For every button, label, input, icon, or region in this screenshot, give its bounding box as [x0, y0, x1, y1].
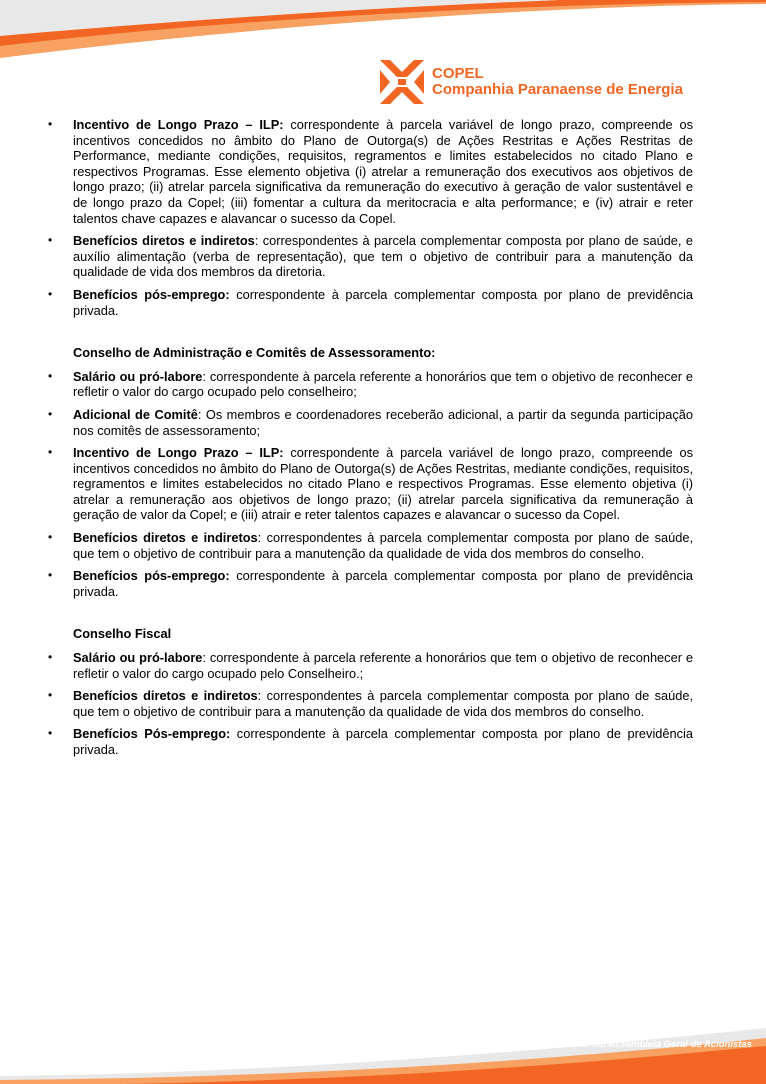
section-heading-conselho-administracao: Conselho de Administração e Comitês de Assessoramento:: [73, 345, 436, 361]
copel-logo-icon: [380, 60, 424, 104]
list-item: • Incentivo de Longo Prazo – ILP: correspondente à parcela variável de longo prazo, compreende os incentivos concedidos no âmbito do Plano de Outorga(s) de Ações Restritas, mediante condições, requisitos, regramentos e limites estabelecidos no citado Plano e respectivos Programas. Esse elemento objetiva (i) atrelar a remuneração aos objetivos de longo prazo; (ii) atrelar parcela significativa da remuneração à geração de valor da Copel; e (iii) atrair e reter talentos capazes e alavancar o sucesso da Copel.: [73, 445, 693, 523]
list-item: • Benefícios pós-emprego: correspondente à parcela complementar composta por plano de previdência privada.: [73, 287, 693, 318]
list-item: • Benefícios pós-emprego: correspondente à parcela complementar composta por plano de previdência privada.: [73, 568, 693, 599]
section-heading-conselho-fiscal: Conselho Fiscal: [73, 626, 172, 642]
document-body: [73, 117, 693, 765]
logo-name: COPEL: [432, 65, 484, 82]
list-item: • Incentivo de Longo Prazo – ILP: correspondente à parcela variável de longo prazo, compreende os incentivos concedidos no âmbito do Plano de Outorga(s) de Ações Restritas e Ações Restritas de Performance, mediante condições, requisitos, regramentos e limites estabelecidos no citado Plano e respectivos Programas. Esse elemento objetiva (i) atrelar a remuneração dos executivos aos objetivos de longo prazo; (ii) atrelar parcela significativa da remuneração do executivo à geração de valor sustentável e de longo prazo da Copel; (iii) fomentar a cultura da meritocracia e alta performance; e (iv) atrair e reter talentos chave capazes e alavancar o sucesso da Copel.: [73, 117, 693, 226]
list-item: • Benefícios diretos e indiretos: correspondentes à parcela complementar composta por plano de saúde, que tem o objetivo de contribuir para a manutenção da qualidade de vida dos membros do conselho.: [73, 530, 693, 561]
list-item: • Salário ou pró-labore: correspondente à parcela referente a honorários que tem o objetivo de reconhecer e refletir o valor do cargo ocupado pelo conselheiro;: [73, 369, 693, 400]
list-item: • Benefícios diretos e indiretos: correspondentes à parcela complementar composta por plano de saúde, e auxílio alimentação (verba de representação), que tem o objetivo de contribuir para a manutenção da qualidade de vida dos membros da diretoria.: [73, 233, 693, 280]
list-item: • Benefícios diretos e indiretos: correspondentes à parcela complementar composta por plano de saúde, que tem o objetivo de contribuir para a manutenção da qualidade de vida dos membros do conselho.: [73, 688, 693, 719]
list-item: • Salário ou pró-labore: correspondente à parcela referente a honorários que tem o objetivo de reconhecer e refletir o valor do cargo ocupado pelo Conselheiro.;: [73, 650, 693, 681]
list-item: • Benefícios Pós-emprego: correspondente à parcela complementar composta por plano de previdência privada.: [73, 726, 693, 757]
logo-full-name: Companhia Paranaense de Energia: [432, 81, 683, 98]
footer-text: Manual para participação em Assembleia Geral de Acionistas: [475, 1039, 752, 1050]
copel-logo: [380, 60, 683, 104]
list-item: • Adicional de Comitê: Os membros e coordenadores receberão adicional, a partir da segunda participação nos comitês de assessoramento;: [73, 407, 693, 438]
